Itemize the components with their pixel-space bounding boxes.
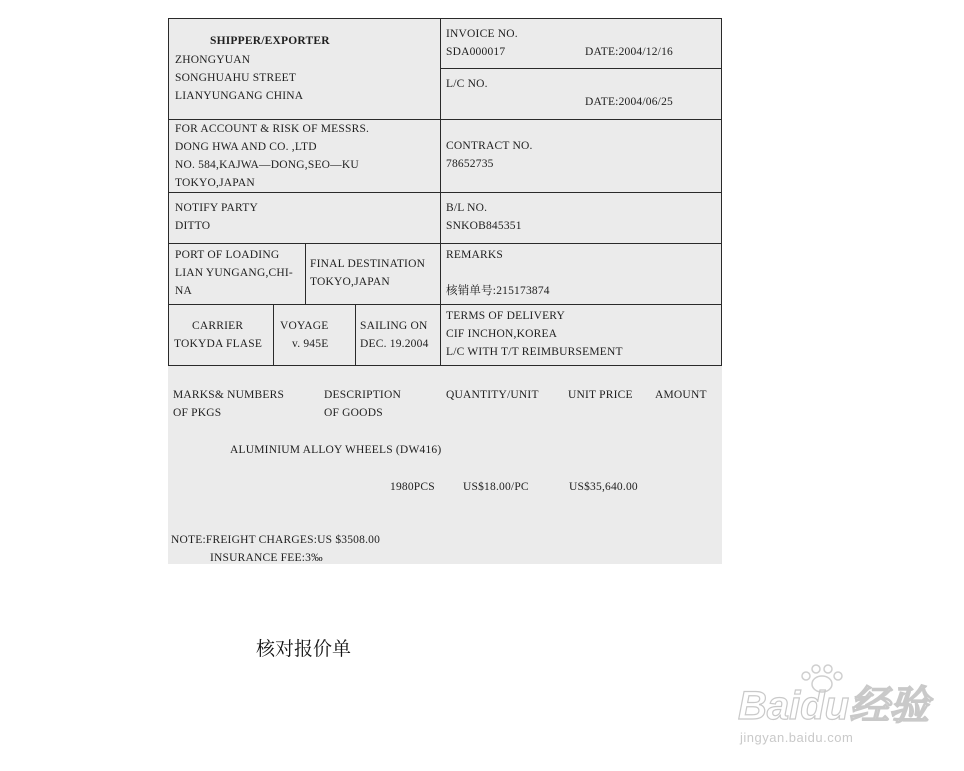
insurance-note: INSURANCE FEE:3‰ — [210, 552, 323, 564]
column-header-quantity: QUANTITY/UNIT — [446, 389, 539, 401]
invoice-number: SDA000017 — [446, 46, 506, 58]
invoice-document — [168, 18, 722, 564]
carrier-value: TOKYDA FLASE — [174, 338, 263, 350]
remarks-label: REMARKS — [446, 249, 503, 261]
item-quantity: 1980PCS — [390, 481, 435, 493]
shipper-heading: SHIPPER/EXPORTER — [210, 35, 330, 47]
bl-number: SNKOB845351 — [446, 220, 522, 232]
notify-value: DITTO — [175, 220, 211, 232]
port-line: NA — [175, 285, 193, 297]
item-description: ALUMINIUM ALLOY WHEELS (DW416) — [230, 444, 442, 456]
baidu-watermark — [738, 664, 958, 759]
lc-label: L/C NO. — [446, 78, 488, 90]
terms-line: CIF INCHON,KOREA — [446, 328, 558, 340]
column-header-marks: MARKS& NUMBERS — [173, 389, 285, 401]
voyage-value: v. 945E — [292, 338, 329, 350]
carrier-label: CARRIER — [192, 320, 244, 332]
caption: 核对报价单 — [256, 638, 352, 660]
watermark-url: jingyan.baidu.com — [740, 730, 854, 745]
sailing-value: DEC. 19.2004 — [360, 338, 429, 350]
terms-line: L/C WITH T/T REIMBURSEMENT — [446, 346, 623, 358]
account-line: FOR ACCOUNT & RISK OF MESSRS. — [175, 123, 370, 135]
shipper-line: ZHONGYUAN — [175, 54, 251, 66]
invoice-label: INVOICE NO. — [446, 28, 518, 40]
port-line: PORT OF LOADING — [175, 249, 280, 261]
watermark-brand: Baidu经验 — [738, 684, 930, 728]
destination-line: TOKYO,JAPAN — [310, 276, 390, 288]
account-line: TOKYO,JAPAN — [175, 177, 255, 189]
sailing-label: SAILING ON — [360, 320, 428, 332]
notify-label: NOTIFY PARTY — [175, 202, 258, 214]
shipper-line: SONGHUAHU STREET — [175, 72, 297, 84]
column-header-marks: OF PKGS — [173, 407, 222, 419]
shipper-line: LIANYUNGANG CHINA — [175, 90, 304, 102]
bl-label: B/L NO. — [446, 202, 488, 214]
item-unit-price: US$18.00/PC — [463, 481, 529, 493]
remarks-value: 核销单号:215173874 — [446, 285, 550, 297]
port-line: LIAN YUNGANG,CHI- — [175, 267, 293, 279]
contract-label: CONTRACT NO. — [446, 140, 533, 152]
item-amount: US$35,640.00 — [569, 481, 638, 493]
account-line: DONG HWA AND CO. ,LTD — [175, 141, 317, 153]
contract-number: 78652735 — [446, 158, 494, 170]
freight-note: NOTE:FREIGHT CHARGES:US $3508.00 — [171, 534, 381, 546]
voyage-label: VOYAGE — [280, 320, 329, 332]
column-header-description: OF GOODS — [324, 407, 383, 419]
lc-date: DATE:2004/06/25 — [585, 96, 673, 108]
column-header-description: DESCRIPTION — [324, 389, 401, 401]
column-header-amount: AMOUNT — [655, 389, 707, 401]
column-header-unit-price: UNIT PRICE — [568, 389, 633, 401]
terms-line: TERMS OF DELIVERY — [446, 310, 566, 322]
invoice-date: DATE:2004/12/16 — [585, 46, 673, 58]
account-line: NO. 584,KAJWA—DONG,SEO—KU — [175, 159, 359, 171]
destination-line: FINAL DESTINATION — [310, 258, 426, 270]
